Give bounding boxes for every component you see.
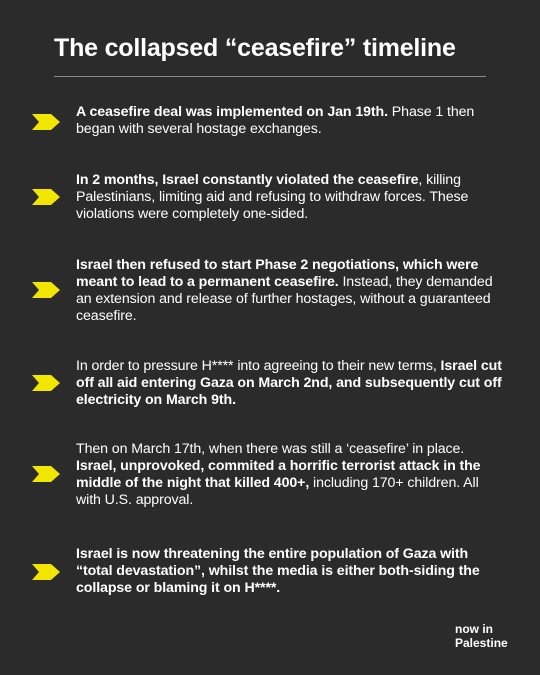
item-4-intro: In order to pressure H**** into agreeing to their new terms,	[76, 358, 441, 374]
page-title: The collapsed “ceasefire” timeline	[54, 34, 456, 62]
timeline-item-6	[76, 546, 502, 597]
timeline-item-5	[76, 441, 502, 509]
item-5-intro: Then on March 17th, when there was still a ‘ceasefire’ in place.	[76, 441, 465, 457]
item-2-text: , killing Palestinians, limiting aid and refusing to withdraw forces. These violations were completely one-sided.	[76, 172, 469, 222]
timeline-item-2	[76, 172, 502, 223]
timeline-item-3	[76, 257, 502, 325]
chevron-right-icon	[32, 375, 60, 391]
item-6-highlight: Israel is now threatening the entire population of Gaza with “total devastation”, whilst the media is either both-siding the collapse or blaming it on H****.	[76, 546, 480, 596]
item-5-text: including 170+ children. All with U.S. approval.	[76, 475, 479, 508]
item-1-highlight: A ceasefire deal was implemented on Jan 19th.	[76, 104, 388, 120]
chevron-right-icon	[32, 564, 60, 580]
title-divider	[54, 76, 486, 77]
item-1-text: Phase 1 then began with several hostage exchanges.	[76, 104, 475, 137]
item-2-highlight: In 2 months, Israel constantly violated the ceasefire	[76, 172, 419, 188]
timeline-item-1	[76, 104, 502, 138]
chevron-right-icon	[32, 189, 60, 205]
timeline-item-4	[76, 358, 502, 409]
logo-line-2: Palestine	[455, 636, 508, 650]
item-5-highlight: Israel, unprovoked, commited a horrific terrorist attack in the middle of the night that killed 400+,	[76, 458, 481, 491]
chevron-right-icon	[32, 114, 60, 130]
chevron-right-icon	[32, 282, 60, 298]
brand-logo	[455, 622, 508, 650]
logo-line-1: now in	[455, 622, 493, 636]
item-3-highlight: Israel then refused to start Phase 2 negotiations, which were meant to lead to a permanent ceasefire.	[76, 257, 479, 290]
chevron-right-icon	[32, 466, 60, 482]
item-4-highlight: Israel cut off all aid entering Gaza on March 2nd, and subsequently cut off electricity on March 9th.	[76, 358, 502, 408]
item-3-text: Instead, they demanded an extension and release of further hostages, without a guaranteed ceasefire.	[76, 274, 493, 324]
